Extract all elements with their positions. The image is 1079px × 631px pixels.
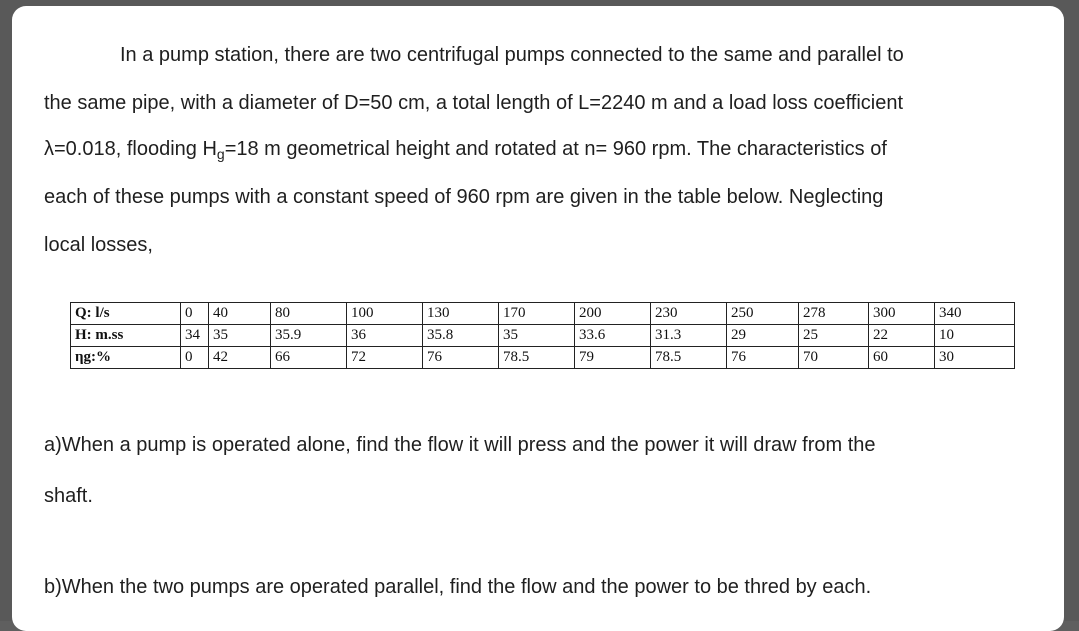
row-header: Q: l/s [71, 303, 181, 325]
line3-part-a: λ=0.018, flooding H [44, 138, 217, 160]
table-cell: 130 [423, 303, 499, 325]
table-cell: 29 [727, 325, 799, 347]
table-cell: 66 [271, 347, 347, 369]
table-cell: 200 [575, 303, 651, 325]
table-cell: 35 [499, 325, 575, 347]
table-cell: 340 [935, 303, 1015, 325]
row-header: H: m.ss [71, 325, 181, 347]
document-card [12, 6, 1064, 631]
statement-line-5: local losses, [44, 234, 153, 256]
table-cell: 78.5 [651, 347, 727, 369]
table-cell: 79 [575, 347, 651, 369]
table-cell: 250 [727, 303, 799, 325]
question-a-line-1: a)When a pump is operated alone, find the flow it will press and the power it will draw from the [44, 434, 876, 456]
table-cell: 230 [651, 303, 727, 325]
table-cell: 42 [209, 347, 271, 369]
table-cell: 70 [799, 347, 869, 369]
subscript-g: g [216, 146, 225, 162]
table-cell: 35 [209, 325, 271, 347]
table-cell: 35.9 [271, 325, 347, 347]
table-cell: 80 [271, 303, 347, 325]
table-cell: 33.6 [575, 325, 651, 347]
table-cell: 78.5 [499, 347, 575, 369]
table-cell: 22 [869, 325, 935, 347]
table-cell: 72 [347, 347, 423, 369]
table-cell: 278 [799, 303, 869, 325]
table-cell: 40 [209, 303, 271, 325]
line3-part-b: =18 m geometrical height and rotated at n= 960 rpm. The characteristics of [224, 138, 887, 160]
statement-line-1: In a pump station, there are two centrifugal pumps connected to the same and parallel to [120, 44, 904, 66]
table-cell: 31.3 [651, 325, 727, 347]
table-cell: 0 [181, 347, 209, 369]
statement-line-2: the same pipe, with a diameter of D=50 cm, a total length of L=2240 m and a load loss coefficient [44, 92, 904, 114]
table-cell: 76 [423, 347, 499, 369]
table-row [71, 325, 1015, 347]
table-cell: 35.8 [423, 325, 499, 347]
table-cell: 25 [799, 325, 869, 347]
row-header: ηg:% [71, 347, 181, 369]
table-cell: 100 [347, 303, 423, 325]
table-cell: 30 [935, 347, 1015, 369]
characteristics-table [70, 302, 1015, 369]
table-cell: 36 [347, 325, 423, 347]
table-row [71, 347, 1015, 369]
question-b: b)When the two pumps are operated parallel, find the flow and the power to be thred by each. [44, 576, 872, 598]
question-a-line-2: shaft. [44, 485, 93, 507]
table-cell: 10 [935, 325, 1015, 347]
table-cell: 0 [181, 303, 209, 325]
table-cell: 76 [727, 347, 799, 369]
table-cell: 60 [869, 347, 935, 369]
table-cell: 300 [869, 303, 935, 325]
statement-line-4: each of these pumps with a constant speed of 960 rpm are given in the table below. Neglecting [44, 186, 884, 208]
pump-characteristics-table [70, 302, 1015, 369]
table-cell: 170 [499, 303, 575, 325]
table-row [71, 303, 1015, 325]
table-cell: 34 [181, 325, 209, 347]
statement-line-3 [44, 138, 887, 162]
